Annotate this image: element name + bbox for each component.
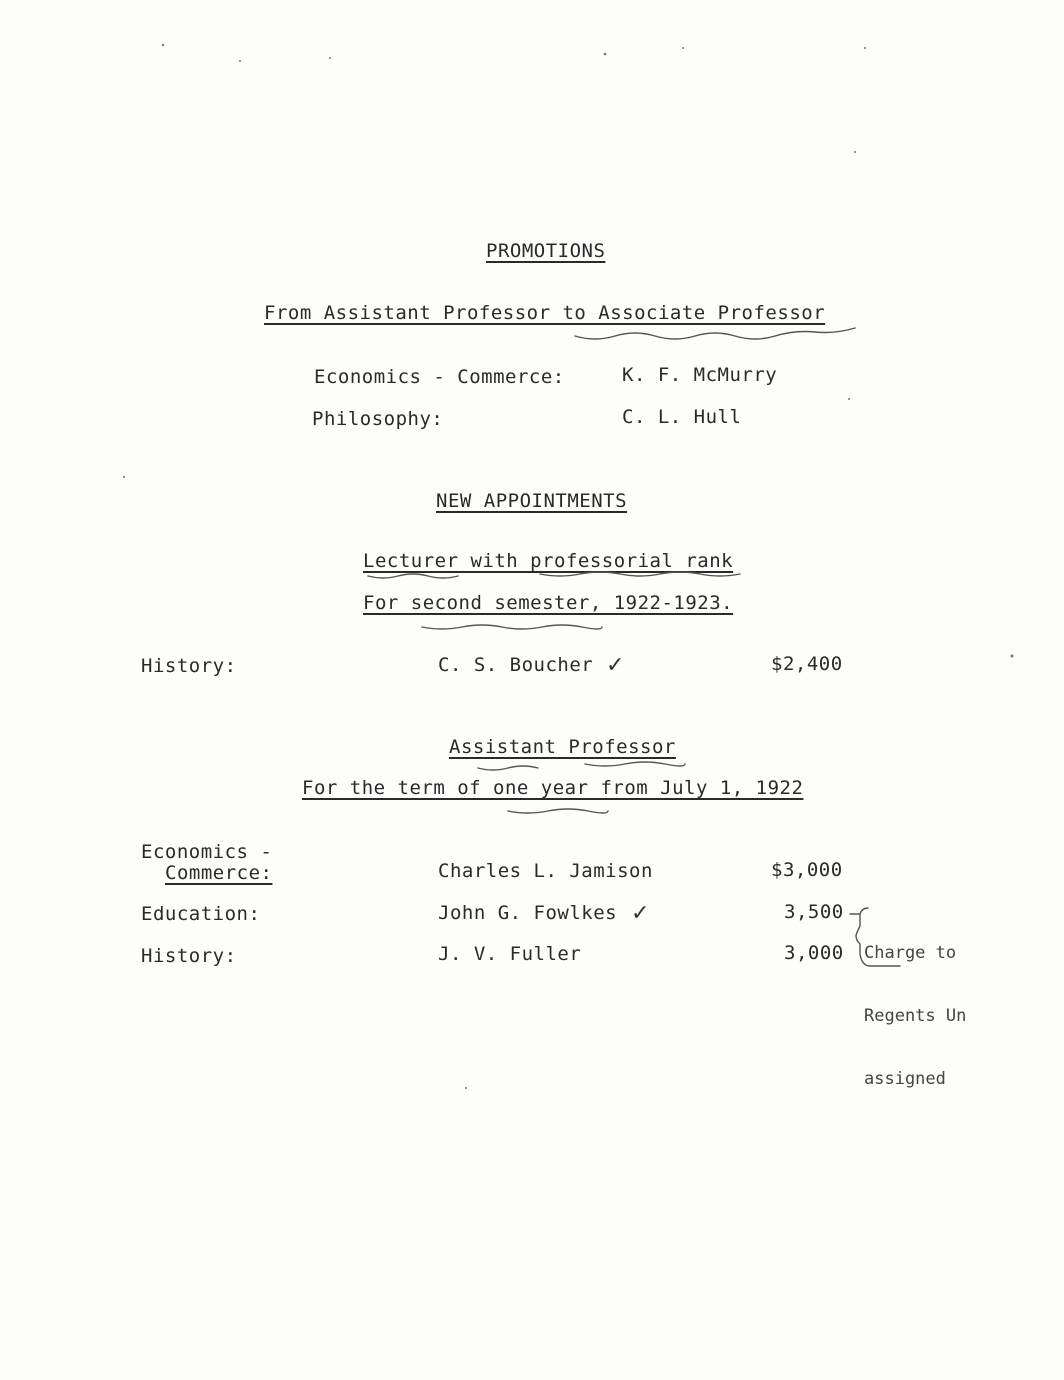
promotions-heading: PROMOTIONS	[486, 240, 606, 262]
assistant-dept-economics: Economics -	[141, 841, 273, 863]
assistant-amount-jamison: $3,000	[771, 859, 843, 881]
assistant-dept-education: Education:	[141, 903, 261, 925]
charge-note-line: Regents Un	[864, 1006, 967, 1026]
assistant-name-fuller: J. V. Fuller	[438, 943, 582, 965]
assistant-dept-commerce: Commerce:	[165, 862, 273, 884]
lecturer-dept-history: History:	[141, 655, 237, 677]
wavy-underline	[422, 625, 602, 629]
lecturer-title: Lecturer with professorial rank	[363, 550, 734, 572]
assistant-title: Assistant Professor	[449, 736, 676, 758]
wavy-underline	[478, 766, 538, 770]
lecturer-name-boucher: C. S. Boucher	[438, 654, 594, 676]
assistant-amount-fowlkes: 3,500	[784, 901, 844, 923]
promotion-dept-philosophy: Philosophy:	[312, 408, 444, 430]
wavy-underline	[508, 809, 608, 813]
checkmark-icon: ✓	[606, 652, 625, 677]
assistant-dept-history: History:	[141, 945, 237, 967]
wavy-underline	[575, 328, 855, 339]
lecturer-amount-boucher: $2,400	[771, 653, 843, 675]
new-appointments-heading: NEW APPOINTMENTS	[436, 490, 628, 512]
wavy-underline	[540, 572, 740, 576]
assistant-amount-fuller: 3,000	[784, 942, 844, 964]
checkmark-icon: ✓	[631, 900, 650, 925]
assistant-name-fowlkes: John G. Fowlkes	[438, 902, 618, 924]
lecturer-term: For second semester, 1922-1923.	[363, 592, 734, 614]
charge-note-line: assigned	[864, 1069, 946, 1089]
assistant-name-jamison: Charles L. Jamison	[438, 860, 653, 882]
charge-note-line: Charge to	[864, 943, 957, 963]
charge-note	[864, 901, 966, 1111]
wavy-underline	[585, 762, 685, 766]
promotions-subheading: From Assistant Professor to Associate Professor	[264, 302, 826, 324]
promotion-name-mcmurry: K. F. McMurry	[622, 364, 778, 386]
wavy-underline	[368, 574, 458, 578]
assistant-term: For the term of one year from July 1, 1922	[302, 777, 804, 799]
promotion-dept-economics: Economics - Commerce:	[314, 366, 565, 388]
promotion-name-hull: C. L. Hull	[622, 406, 742, 428]
